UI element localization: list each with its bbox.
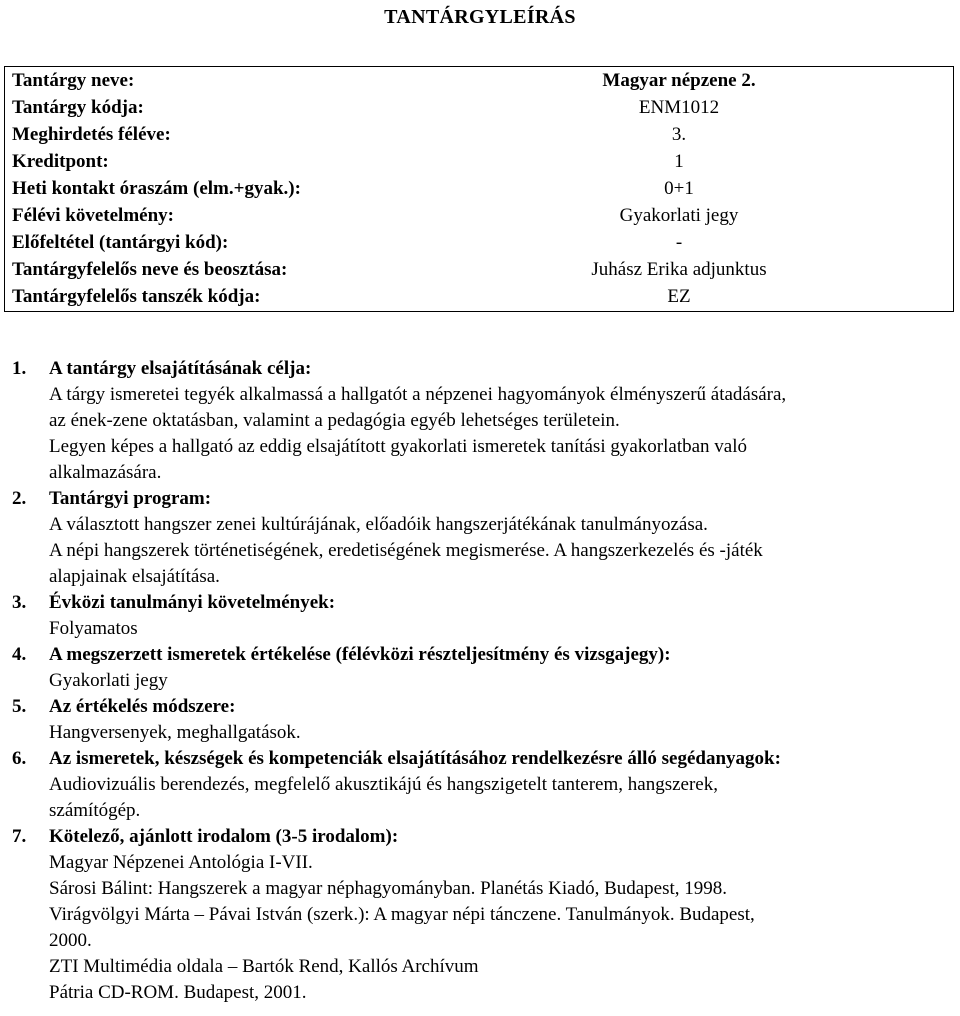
section-heading-goal xyxy=(12,356,948,382)
section-title: A megszerzett ismeretek értékelése (félévközi részteljesítmény és vizsgajegy): xyxy=(49,644,671,665)
paragraph-line: Folyamatos xyxy=(49,618,138,639)
info-value: Magyar népzene 2. xyxy=(602,70,756,91)
section-number: 6. xyxy=(12,748,27,769)
info-label: Tantárgyfelelős neve és beosztása: xyxy=(12,259,288,280)
info-row-responsible xyxy=(12,257,948,283)
paragraph-line: az ének-zene oktatásban, valamint a pedagógia egyéb lehetséges területein. xyxy=(49,410,620,431)
section-title: Évközi tanulmányi követelmények: xyxy=(49,592,336,613)
info-label: Heti kontakt óraszám (elm.+gyak.): xyxy=(12,178,301,199)
info-row-weekly-hours xyxy=(12,176,948,202)
paragraph-line: Magyar Népzenei Antológia I-VII. xyxy=(49,852,313,873)
info-row-course-code xyxy=(12,95,948,121)
section-number: 1. xyxy=(12,358,27,379)
section-heading-evaluation xyxy=(12,642,948,668)
course-description xyxy=(12,356,948,1006)
paragraph-line: 2000. xyxy=(49,930,92,951)
info-value: 3. xyxy=(671,124,687,145)
section-number: 2. xyxy=(12,488,27,509)
section-heading-materials xyxy=(12,746,948,772)
info-label: Tantárgy neve: xyxy=(12,70,135,91)
paragraph-line: Hangversenyek, meghallgatások. xyxy=(49,722,301,743)
section-title: Az ismeretek, készségek és kompetenciák elsajátításához rendelkezésre álló segédanyagok: xyxy=(49,748,781,769)
course-info-box xyxy=(4,66,954,312)
section-title: Tantárgyi program: xyxy=(49,488,212,509)
paragraph-line: Virágvölgyi Márta – Pávai István (szerk.): A magyar népi tánczene. Tanulmányok. Budapest, xyxy=(49,904,755,925)
section-number: 5. xyxy=(12,696,27,717)
paragraph-line: A választott hangszer zenei kultúrájának, előadóik hangszerjátékának tanulmányozása. xyxy=(49,514,708,535)
info-value: - xyxy=(675,232,683,253)
section-number: 4. xyxy=(12,644,27,665)
section-heading-method xyxy=(12,694,948,720)
info-value: EZ xyxy=(667,286,691,307)
section-title: A tantárgy elsajátításának célja: xyxy=(49,358,312,379)
section-heading-literature xyxy=(12,824,948,850)
info-label: Kreditpont: xyxy=(12,151,109,172)
section-heading-program xyxy=(12,486,948,512)
section-heading-requirements xyxy=(12,590,948,616)
section-number: 3. xyxy=(12,592,27,613)
paragraph-line: A tárgy ismeretei tegyék alkalmassá a hallgatót a népzenei hagyományok élményszerű átadására, xyxy=(49,384,787,405)
paragraph-line: Legyen képes a hallgató az eddig elsajátított gyakorlati ismeretek tanítási gyakorlatban való xyxy=(49,436,747,457)
document-title: TANTÁRGYLEÍRÁS xyxy=(384,6,576,28)
info-label: Meghirdetés féléve: xyxy=(12,124,171,145)
info-label: Előfeltétel (tantárgyi kód): xyxy=(12,232,229,253)
section-number: 7. xyxy=(12,826,27,847)
paragraph-line: Gyakorlati jegy xyxy=(49,670,168,691)
paragraph-line: A népi hangszerek történetiségének, eredetiségének megismerése. A hangszerkezelés és -játék xyxy=(49,540,763,561)
info-row-credits xyxy=(12,149,948,175)
section-title: Az értékelés módszere: xyxy=(49,696,236,717)
info-value: Juhász Erika adjunktus xyxy=(591,259,767,280)
paragraph-line: alapjainak elsajátítása. xyxy=(49,566,220,587)
info-row-department xyxy=(12,284,948,310)
info-label: Tantárgy kódja: xyxy=(12,97,144,118)
paragraph-line: Pátria CD-ROM. Budapest, 2001. xyxy=(49,982,307,1003)
info-row-course-name xyxy=(12,68,948,94)
section-title: Kötelező, ajánlott irodalom (3-5 irodalom): xyxy=(49,826,399,847)
paragraph-line: alkalmazására. xyxy=(49,462,162,483)
paragraph-line: Audiovizuális berendezés, megfelelő akusztikájú és hangszigetelt tanterem, hangszerek, xyxy=(49,774,718,795)
info-value: ENM1012 xyxy=(638,97,720,118)
paragraph-line: számítógép. xyxy=(49,800,141,821)
info-row-semester xyxy=(12,122,948,148)
info-label: Tantárgyfelelős tanszék kódja: xyxy=(12,286,261,307)
info-value: Gyakorlati jegy xyxy=(619,205,739,226)
paragraph-line: Sárosi Bálint: Hangszerek a magyar néphagyományban. Planétás Kiadó, Budapest, 1998. xyxy=(49,878,728,899)
info-row-prerequisite xyxy=(12,230,948,256)
info-value: 0+1 xyxy=(664,178,694,199)
info-row-requirement xyxy=(12,203,948,229)
info-value: 1 xyxy=(674,151,684,172)
info-label: Félévi követelmény: xyxy=(12,205,174,226)
paragraph-line: ZTI Multimédia oldala – Bartók Rend, Kallós Archívum xyxy=(49,956,479,977)
